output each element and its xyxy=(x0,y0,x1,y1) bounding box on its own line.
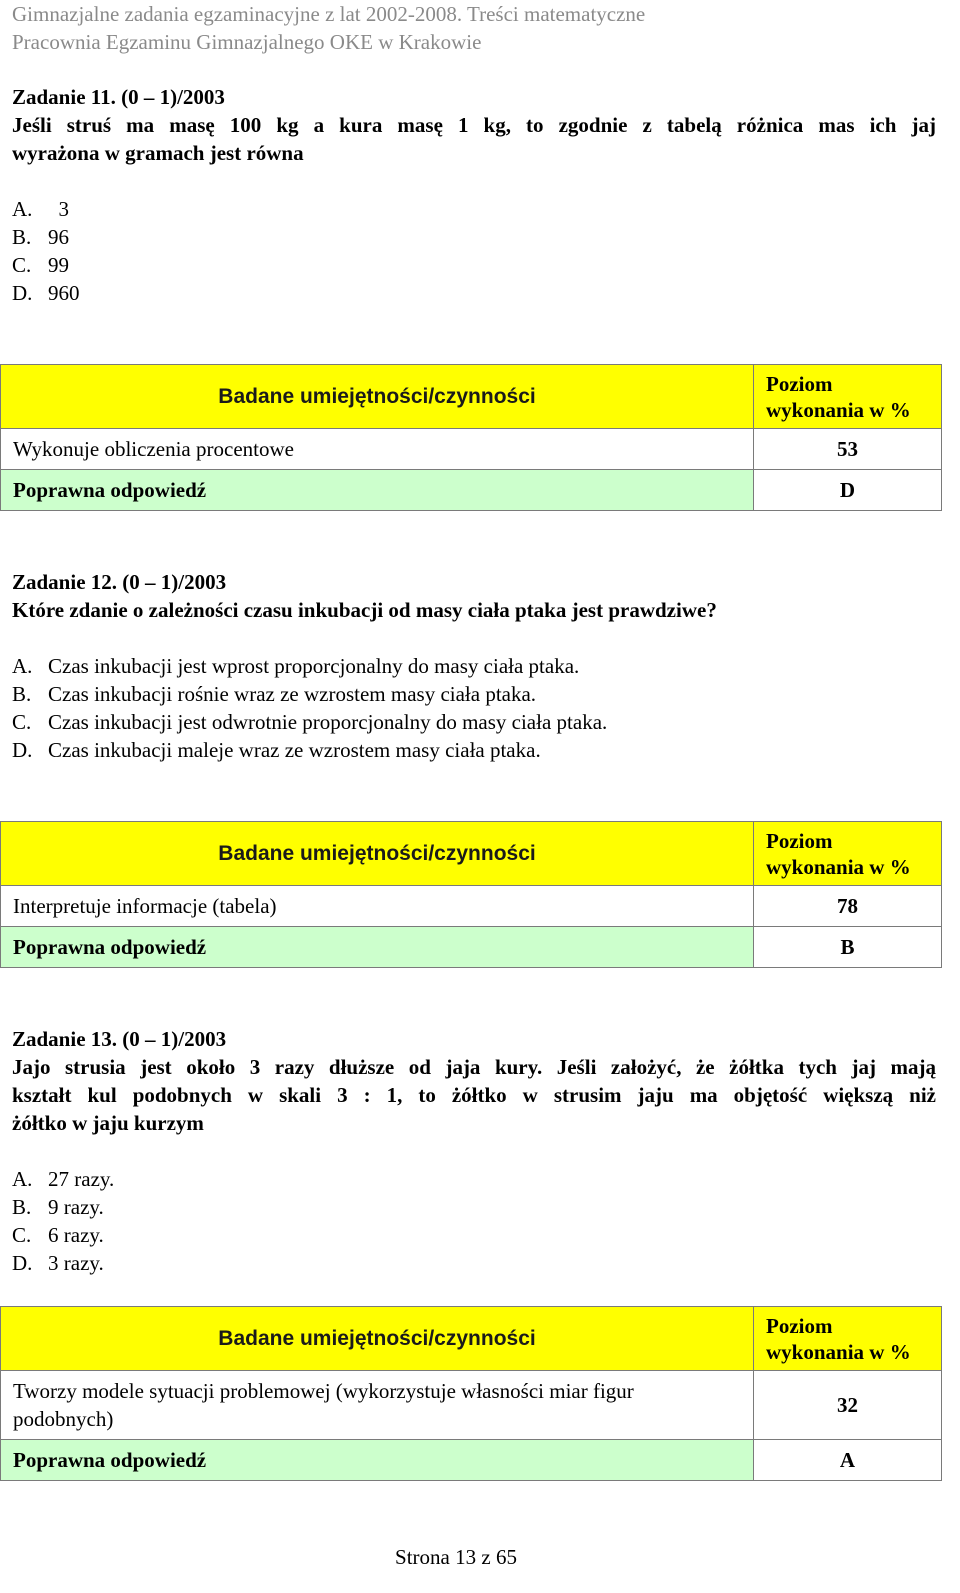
option-text: 27 razy. xyxy=(48,1167,115,1191)
task-12-option-a xyxy=(12,652,579,680)
level-header-line1: Poziom xyxy=(766,1313,833,1338)
task-13-option-d xyxy=(12,1249,104,1277)
option-text: 3 razy. xyxy=(48,1251,104,1275)
task-13-skills-table xyxy=(0,1306,942,1481)
skills-header: Badane umiejętności/czynności xyxy=(1,1307,754,1371)
task-11-option-c xyxy=(12,251,69,279)
level-header-line1: Poziom xyxy=(766,371,833,396)
option-letter: C. xyxy=(12,253,32,277)
skills-header: Badane umiejętności/czynności xyxy=(1,365,754,429)
skills-header: Badane umiejętności/czynności xyxy=(1,822,754,886)
running-header-title: Gimnazjalne zadania egzaminacyjne z lat 2002-2008. Treści matematyczne xyxy=(12,2,646,26)
option-text: 960 xyxy=(48,281,80,305)
answer-value: A xyxy=(754,1440,942,1481)
task-11-skills-table xyxy=(0,364,942,511)
task-12-option-d xyxy=(12,736,541,764)
task-13-option-a xyxy=(12,1165,114,1193)
task-13-question-line1: Jajo strusia jest około 3 razy dłuższe od jaja kury. Jeśli założyć, że żółtka tych jaj mają xyxy=(12,1055,936,1079)
option-text: Czas inkubacji rośnie wraz ze wzrostem masy ciała ptaka. xyxy=(48,682,537,706)
option-letter: D. xyxy=(12,281,33,305)
option-text: 96 xyxy=(48,225,69,249)
option-text: 99 xyxy=(48,253,69,277)
task-11-title: Zadanie 11. (0 – 1)/2003 xyxy=(12,85,225,109)
option-letter: A. xyxy=(12,654,33,678)
skill-description-line1: Tworzy modele sytuacji problemowej (wykorzystuje własności miar figur xyxy=(13,1379,634,1403)
skill-description xyxy=(1,1371,754,1440)
task-13-option-b xyxy=(12,1193,104,1221)
level-header-line2: wykonania w % xyxy=(766,397,911,422)
skill-description-line2: podobnych) xyxy=(13,1407,114,1431)
answer-label: Poprawna odpowiedź xyxy=(1,927,754,968)
level-header-line2: wykonania w % xyxy=(766,1339,911,1364)
task-12-option-c xyxy=(12,708,607,736)
answer-label: Poprawna odpowiedź xyxy=(1,1440,754,1481)
option-letter: D. xyxy=(12,738,33,762)
skill-description: Interpretuje informacje (tabela) xyxy=(1,886,754,927)
option-letter: B. xyxy=(12,682,32,706)
option-letter: B. xyxy=(12,225,32,249)
running-header-subtitle: Pracownia Egzaminu Gimnazjalnego OKE w Krakowie xyxy=(12,30,482,54)
option-text: Czas inkubacji jest odwrotnie proporcjonalny do masy ciała ptaka. xyxy=(48,710,608,734)
task-13-option-c xyxy=(12,1221,104,1249)
option-text: Czas inkubacji maleje wraz ze wzrostem masy ciała ptaka. xyxy=(48,738,541,762)
task-11-option-b xyxy=(12,223,69,251)
level-value: 78 xyxy=(754,886,942,927)
task-11-question-line2: wyrażona w gramach jest równa xyxy=(12,141,304,165)
level-value: 53 xyxy=(754,429,942,470)
task-11-option-a xyxy=(12,195,69,223)
task-11-question-line1: Jeśli struś ma masę 100 kg a kura masę 1 kg, to zgodnie z tabelą różnica mas ich jaj xyxy=(12,113,936,137)
answer-value: D xyxy=(754,470,942,511)
option-text: Czas inkubacji jest wprost proporcjonalny do masy ciała ptaka. xyxy=(48,654,580,678)
answer-value: B xyxy=(754,927,942,968)
task-13-question-line2: kształt kul podobnych w skali 3 : 1, to żółtko w strusim jaju ma objętość większą niż xyxy=(12,1083,936,1107)
level-header xyxy=(754,365,942,429)
page-number-footer: Strona 13 z 65 xyxy=(395,1545,517,1569)
task-13-question-line3: żółtko w jaju kurzym xyxy=(12,1111,204,1135)
option-text: 3 xyxy=(48,197,69,221)
level-header-line2: wykonania w % xyxy=(766,854,911,879)
task-12-question-line1: Które zdanie o zależności czasu inkubacji od masy ciała ptaka jest prawdziwe? xyxy=(12,598,717,622)
option-letter: C. xyxy=(12,710,32,734)
skill-description: Wykonuje obliczenia procentowe xyxy=(1,429,754,470)
level-value: 32 xyxy=(754,1371,942,1440)
level-header xyxy=(754,822,942,886)
task-12-skills-table xyxy=(0,821,942,968)
option-letter: B. xyxy=(12,1195,32,1219)
task-11-option-d xyxy=(12,279,80,307)
answer-label: Poprawna odpowiedź xyxy=(1,470,754,511)
level-header-line1: Poziom xyxy=(766,828,833,853)
option-letter: D. xyxy=(12,1251,33,1275)
option-letter: A. xyxy=(12,1167,33,1191)
option-letter: A. xyxy=(12,197,33,221)
option-letter: C. xyxy=(12,1223,32,1247)
option-text: 9 razy. xyxy=(48,1195,104,1219)
task-12-option-b xyxy=(12,680,536,708)
level-header xyxy=(754,1307,942,1371)
task-13-title: Zadanie 13. (0 – 1)/2003 xyxy=(12,1027,227,1051)
task-12-title: Zadanie 12. (0 – 1)/2003 xyxy=(12,570,227,594)
option-text: 6 razy. xyxy=(48,1223,104,1247)
